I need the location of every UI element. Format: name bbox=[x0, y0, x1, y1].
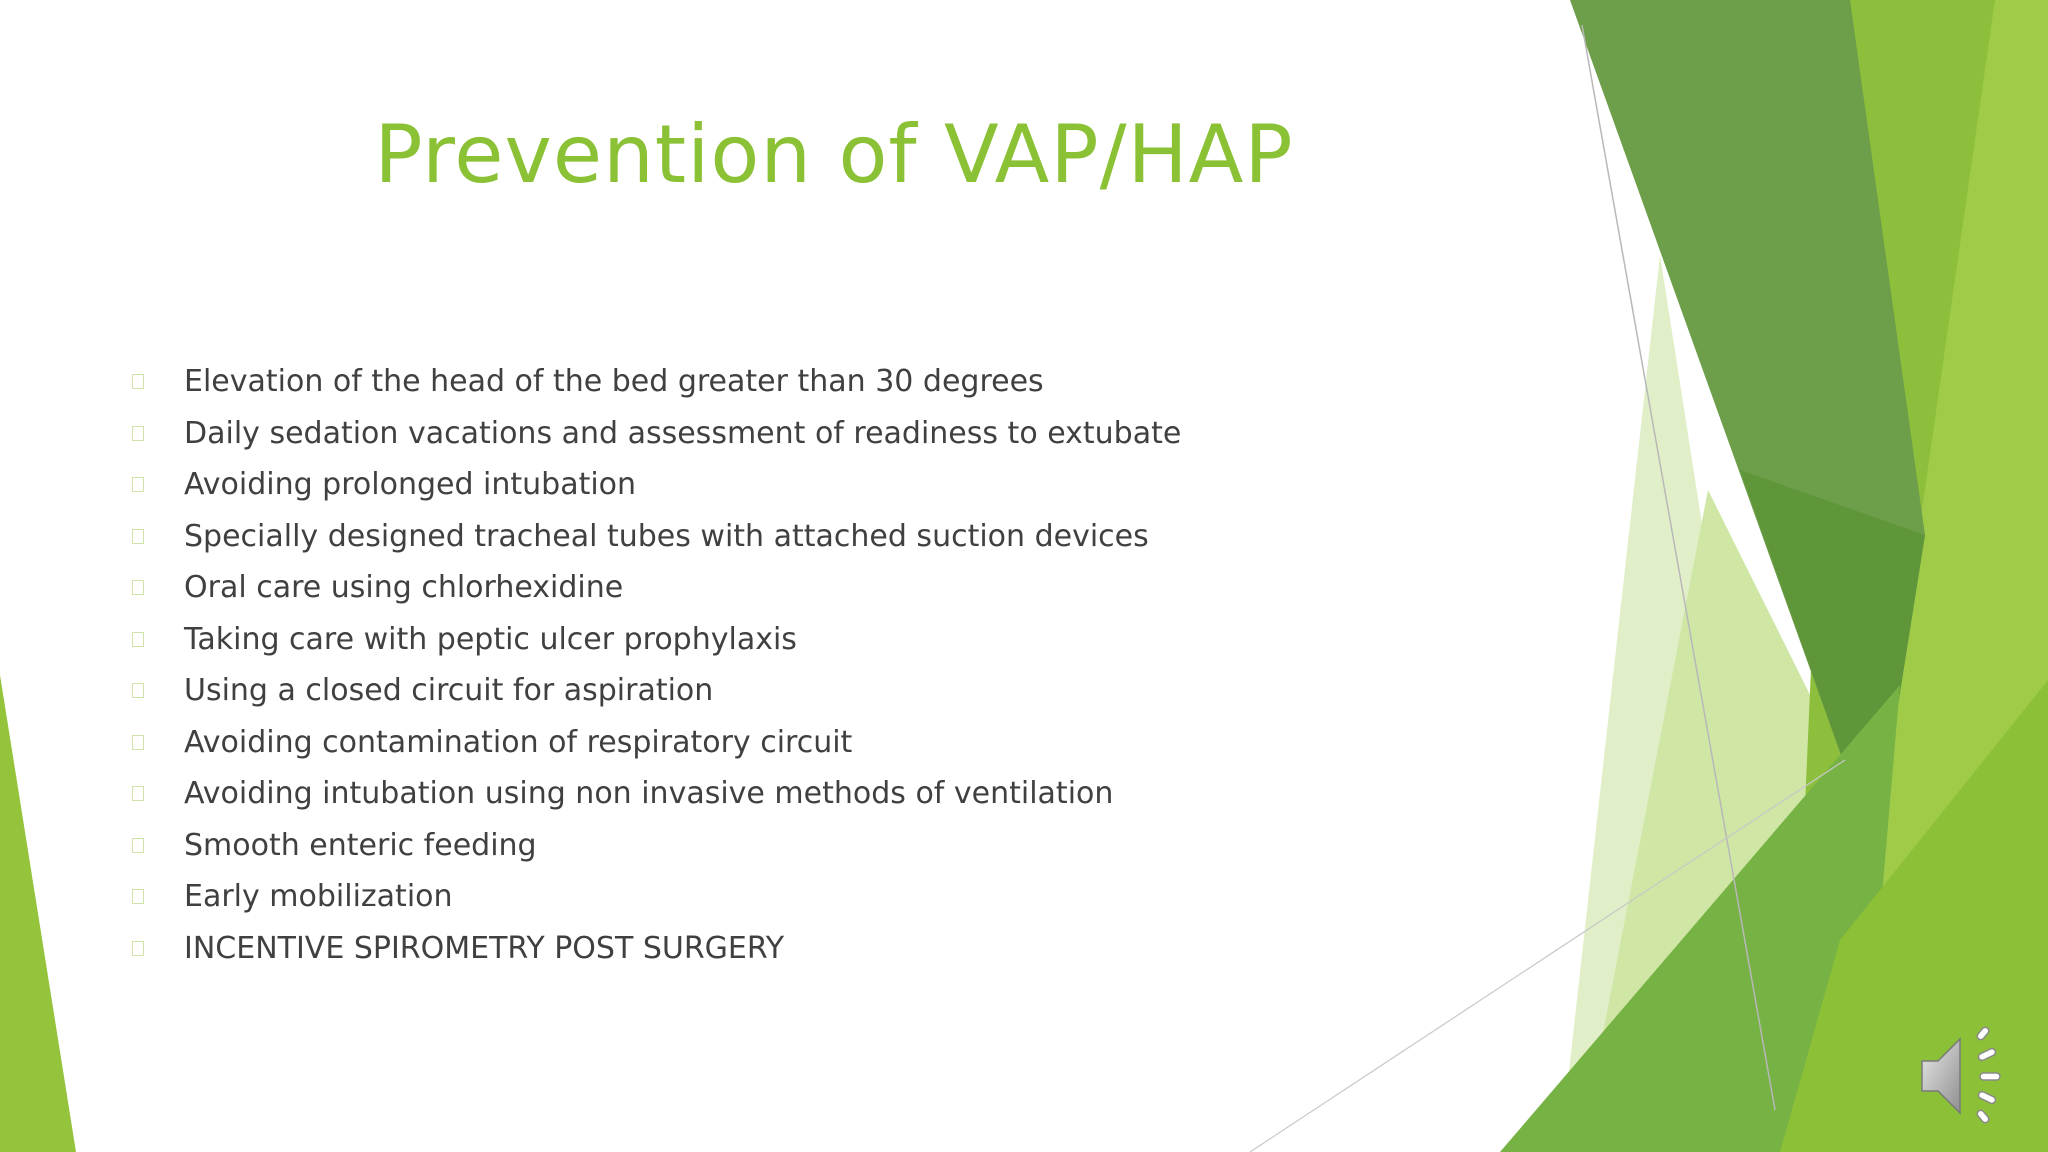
bullet-text: Avoiding prolonged intubation bbox=[184, 467, 637, 503]
bullet-text: Avoiding intubation using non invasive methods of ventilation bbox=[184, 776, 1114, 812]
square-bullet-icon bbox=[132, 426, 144, 441]
square-bullet-icon bbox=[132, 683, 144, 698]
bullet-text: Taking care with peptic ulcer prophylaxis bbox=[184, 621, 797, 657]
list-item bbox=[130, 511, 1181, 563]
bullet-text: Using a closed circuit for aspiration bbox=[184, 673, 714, 709]
bullet-text: INCENTIVE SPIROMETRY POST SURGERY bbox=[184, 930, 785, 966]
square-bullet-icon bbox=[132, 632, 144, 647]
list-item bbox=[130, 871, 1181, 923]
bullet-text: Oral care using chlorhexidine bbox=[184, 570, 624, 606]
square-bullet-icon bbox=[132, 786, 144, 801]
square-bullet-icon bbox=[132, 838, 144, 853]
left-green-shape bbox=[0, 675, 76, 1152]
bullet-text: Smooth enteric feeding bbox=[184, 827, 537, 863]
list-item bbox=[130, 459, 1181, 511]
list-item bbox=[130, 768, 1181, 820]
bullet-text: Early mobilization bbox=[184, 879, 453, 915]
square-bullet-icon bbox=[132, 941, 144, 956]
list-item bbox=[130, 923, 1181, 975]
list-item bbox=[130, 665, 1181, 717]
list-item bbox=[130, 614, 1181, 666]
slide-title: Prevention of VAP/HAP bbox=[374, 108, 1294, 201]
speaker-icon[interactable] bbox=[1916, 1025, 2016, 1125]
list-item bbox=[130, 820, 1181, 872]
square-bullet-icon bbox=[132, 477, 144, 492]
bullet-text: Avoiding contamination of respiratory circuit bbox=[184, 724, 853, 760]
list-item bbox=[130, 408, 1181, 460]
bullet-list bbox=[130, 356, 1181, 974]
bullet-text: Elevation of the head of the bed greater than 30 degrees bbox=[184, 364, 1044, 400]
square-bullet-icon bbox=[132, 580, 144, 595]
bullet-text: Specially designed tracheal tubes with attached suction devices bbox=[184, 518, 1149, 554]
list-item bbox=[130, 356, 1181, 408]
square-bullet-icon bbox=[132, 735, 144, 750]
bullet-text: Daily sedation vacations and assessment of readiness to extubate bbox=[184, 415, 1182, 451]
list-item bbox=[130, 562, 1181, 614]
square-bullet-icon bbox=[132, 529, 144, 544]
square-bullet-icon bbox=[132, 889, 144, 904]
square-bullet-icon bbox=[132, 374, 144, 389]
list-item bbox=[130, 717, 1181, 769]
